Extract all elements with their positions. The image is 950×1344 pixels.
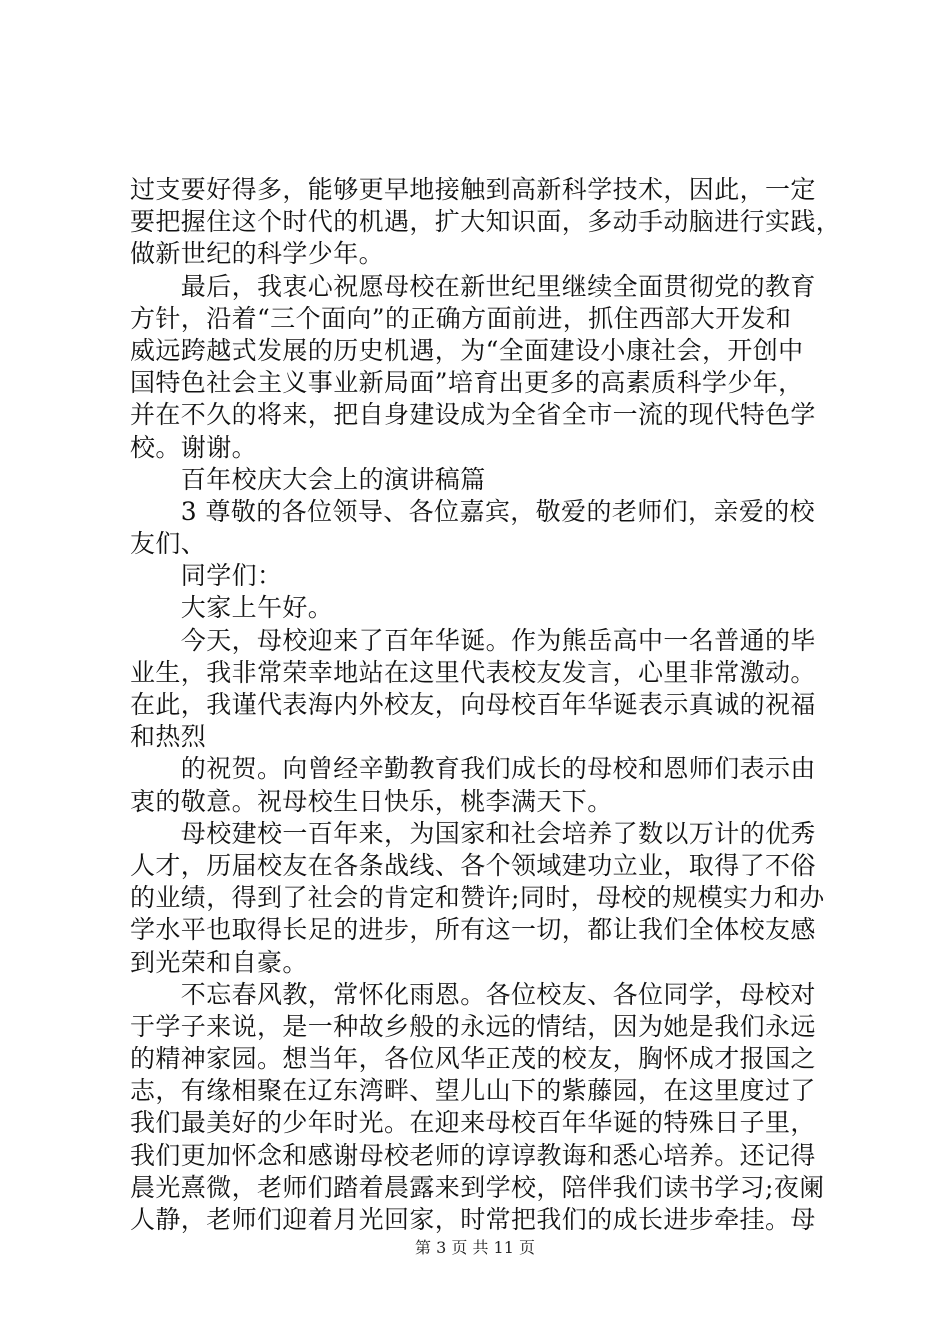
text-line: 做新世纪的科学少年。 (130, 239, 385, 269)
text-line: 和热烈 (130, 722, 207, 752)
section-heading: 百年校庆大会上的演讲稿篇 (130, 464, 486, 494)
text-line: 晨光熹微，老师们踏着晨露来到学校，陪伴我们读书学习;夜阑 (130, 1172, 825, 1202)
text-line: 我们更加怀念和感谢母校老师的谆谆教诲和悉心培养。还记得 (130, 1140, 816, 1170)
text-line: 于学子来说，是一种故乡般的永远的情结，因为她是我们永远 (130, 1011, 816, 1041)
text-line: 友们、 (130, 529, 207, 559)
text-line: 衷的敬意。祝母校生日快乐，桃李满天下。 (130, 786, 613, 816)
text-line: 志，有缘相聚在辽东湾畔、望儿山下的紫藤园，在这里度过了 (130, 1076, 816, 1106)
text-line: 要把握住这个时代的机遇，扩大知识面，多动手动脑进行实践， (130, 207, 842, 237)
document-body (130, 174, 842, 1236)
text-line: 的业绩，得到了社会的肯定和赞许;同时，母校的规模实力和办 (130, 883, 825, 913)
text-line: 今天，母校迎来了百年华诞。作为熊岳高中一名普通的毕 (130, 625, 816, 655)
text-line: 的精神家园。想当年，各位风华正茂的校友，胸怀成才报国之 (130, 1044, 816, 1074)
text-line: 大家上午好。 (130, 593, 334, 623)
text-line: 校。谢谢。 (130, 432, 258, 462)
text-line: 在此，我谨代表海内外校友，向母校百年华诞表示真诚的祝福 (130, 690, 816, 719)
text-line: 我们最美好的少年时光。在迎来母校百年华诞的特殊日子里， (130, 1108, 816, 1138)
text-line: 不忘春风教，常怀化雨恩。各位校友、各位同学，母校对 (130, 979, 816, 1009)
text-line: 3 尊敬的各位领导、各位嘉宾，敬爱的老师们，亲爱的校 (130, 496, 816, 526)
text-line: 最后，我衷心祝愿母校在新世纪里继续全面贯彻党的教育 (130, 271, 816, 301)
text-line: 威远跨越式发展的历史机遇，为“全面建设小康社会，开创中 (130, 335, 804, 365)
text-line: 并在不久的将来，把自身建设成为全省全市一流的现代特色学 (130, 400, 816, 430)
page-number-footer: 第 3 页 共 11 页 (415, 1238, 535, 1257)
text-line: 国特色社会主义事业新局面”培育出更多的高素质科学少年， (130, 368, 804, 398)
text-line: 业生，我非常荣幸地站在这里代表校友发言，心里非常激动。 (130, 657, 816, 687)
text-line: 人才，历届校友在各条战线、各个领域建功立业，取得了不俗 (130, 850, 816, 880)
text-line: 过支要好得多，能够更早地接触到高新科学技术，因此，一定 (130, 175, 816, 204)
text-line: 母校建校一百年来，为国家和社会培养了数以万计的优秀 (130, 818, 816, 848)
text-line: 人静，老师们迎着月光回家，时常把我们的成长进步牵挂。母 (130, 1205, 816, 1234)
text-line: 到光荣和自豪。 (130, 947, 308, 977)
text-line: 的祝贺。向曾经辛勤教育我们成长的母校和恩师们表示由 (130, 754, 816, 784)
text-line: 方针，沿着“三个面向”的正确方面前进，抓住西部大开发和 (130, 303, 792, 333)
text-line: 同学们： (130, 561, 283, 591)
text-line: 学水平也取得长足的进步，所有这一切，都让我们全体校友感 (130, 915, 816, 945)
